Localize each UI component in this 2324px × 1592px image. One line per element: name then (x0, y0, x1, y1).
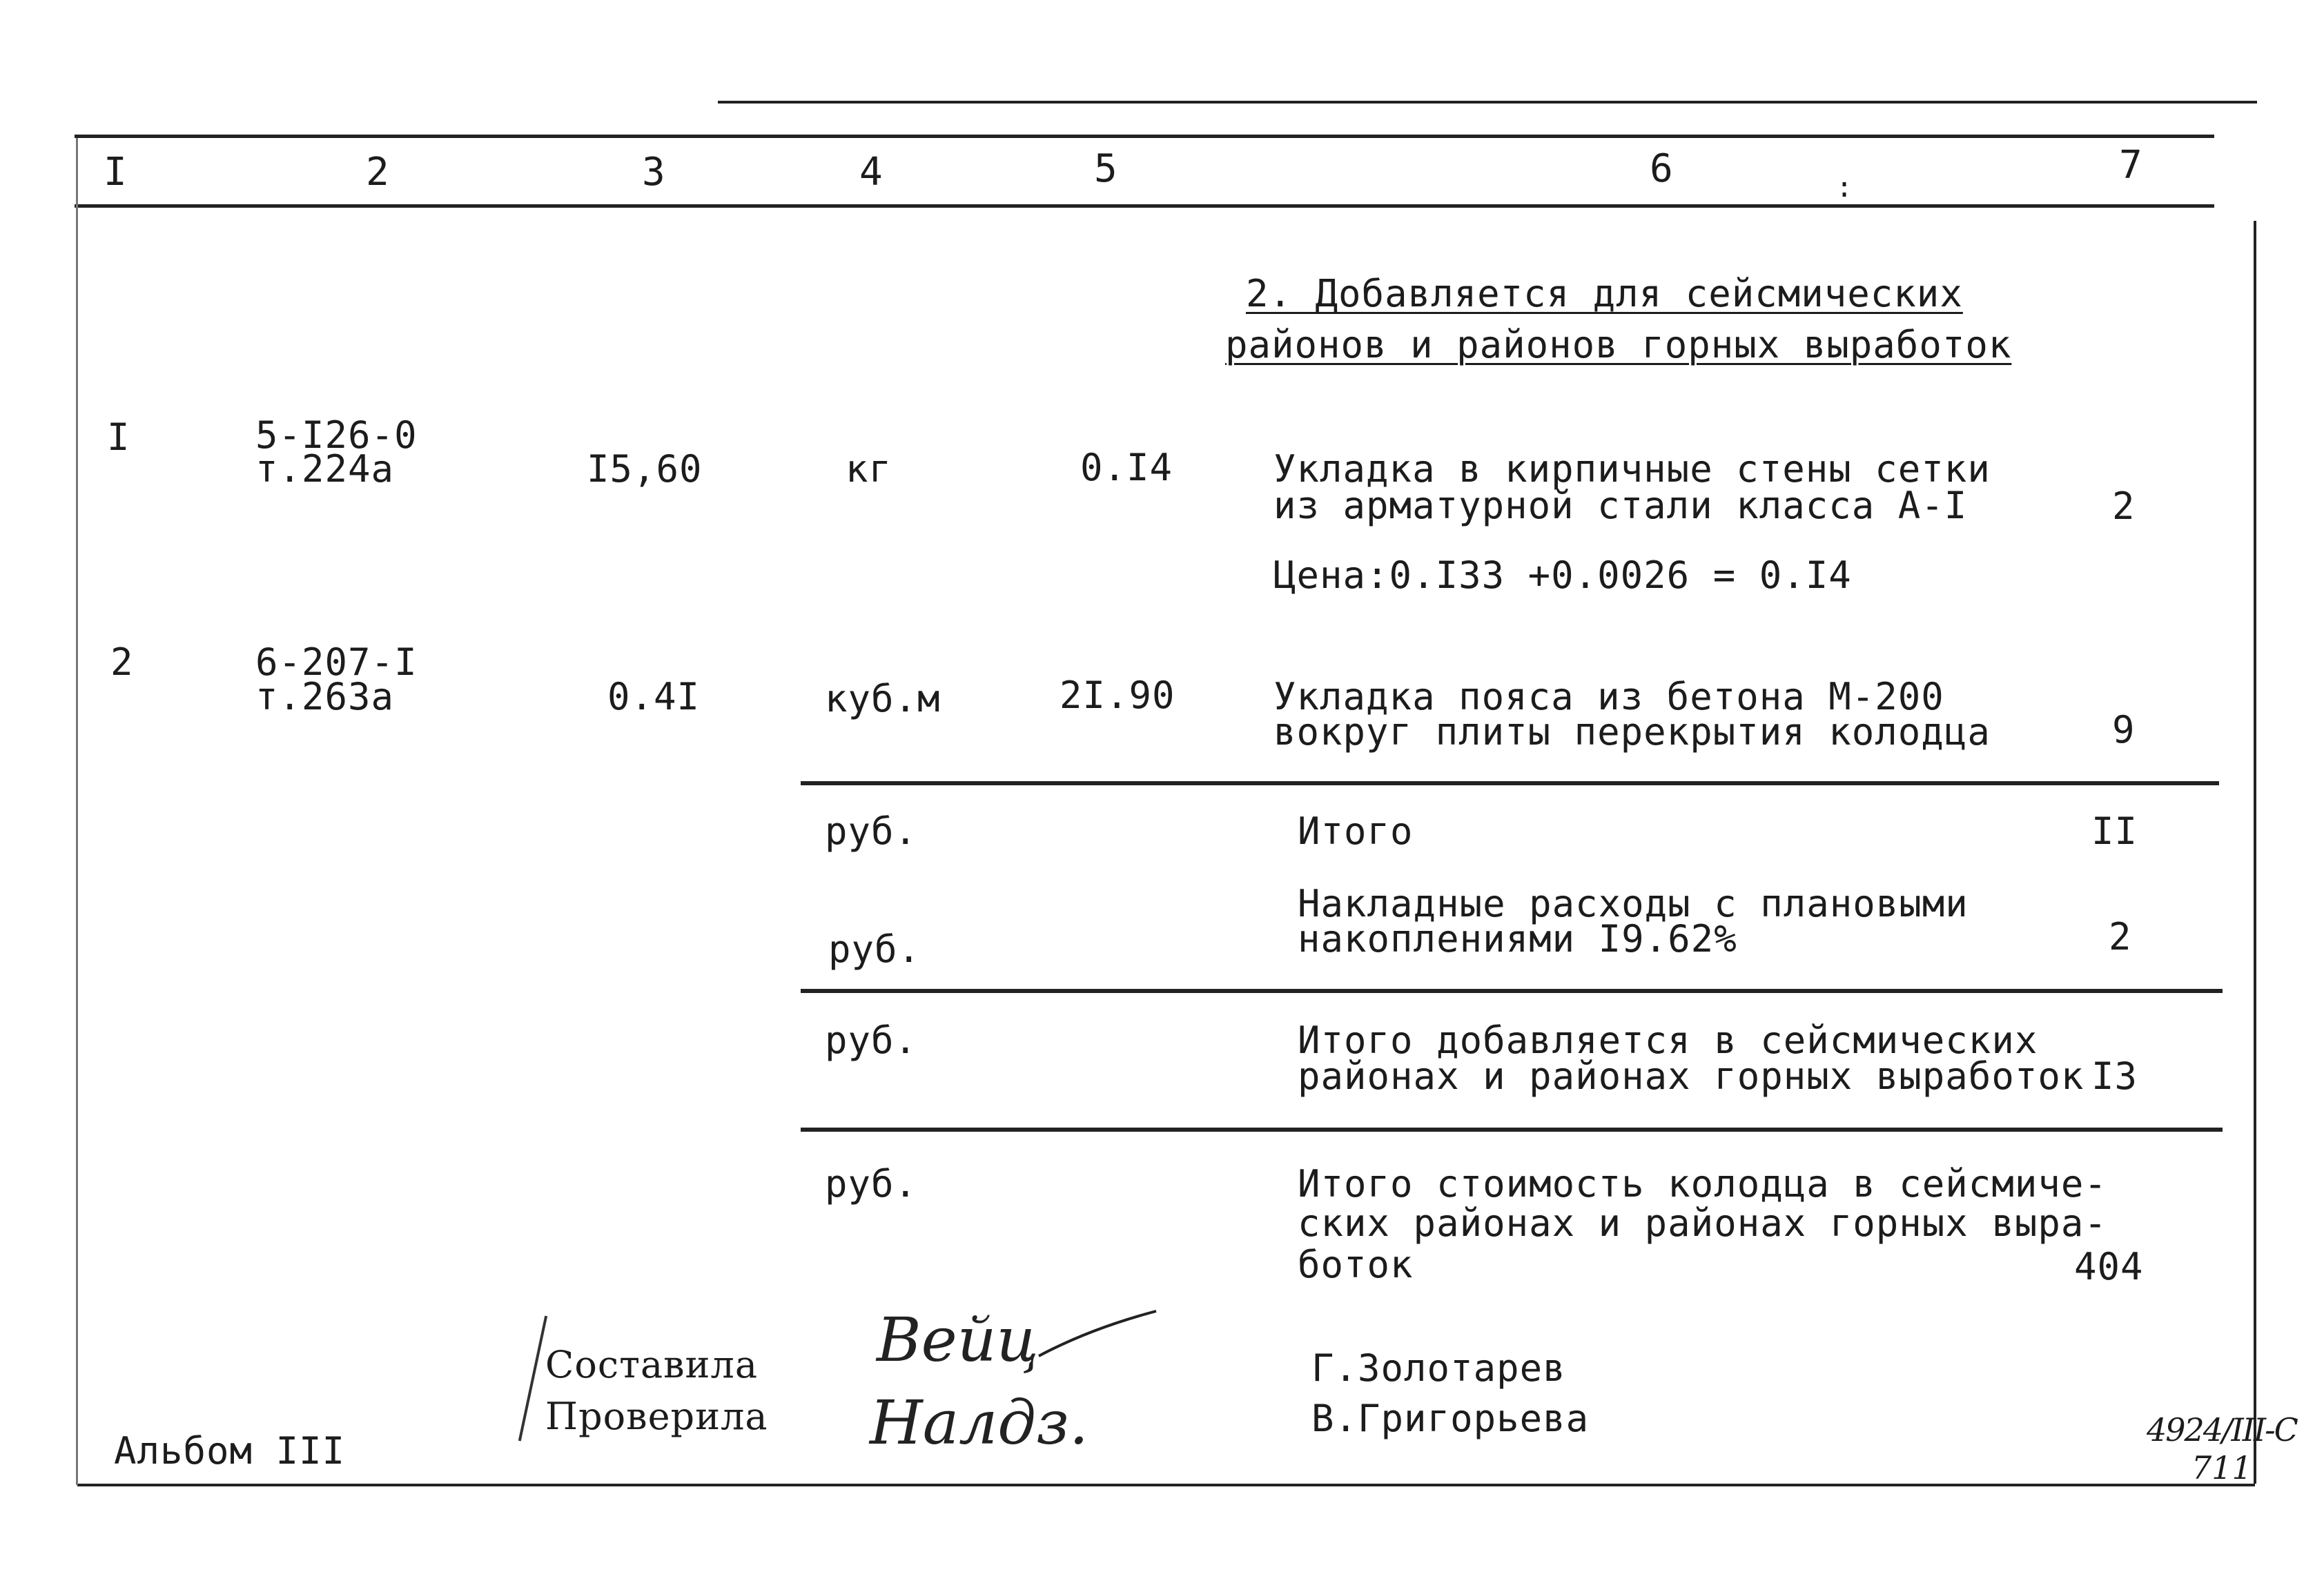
summary3-label-line1: Итого добавляется в сейсмических (1298, 1019, 2038, 1062)
doc-number: 4924/III-С (2147, 1411, 2297, 1448)
summary4-unit: руб. (825, 1162, 918, 1206)
signature-bracket (518, 1316, 547, 1442)
summary-rule-1 (801, 781, 2219, 785)
compiled-label: Составила (545, 1343, 759, 1386)
summary1-unit: руб. (825, 809, 918, 853)
row1-num: I (107, 415, 130, 459)
summary3-label-line2: районах и районах горных выработок (1298, 1054, 2084, 1098)
right-border (2254, 221, 2256, 1484)
compiler-name: Г.Золотарев (1311, 1346, 1566, 1390)
col-header-3: 3 (642, 150, 665, 195)
top-rule-short (718, 101, 2257, 104)
summary1-value: II (2091, 809, 2138, 853)
summary-rule-2 (801, 989, 2223, 993)
summary3-unit: руб. (825, 1019, 918, 1062)
col-header-2: 2 (366, 150, 389, 195)
summary-rule-3 (801, 1128, 2223, 1132)
summary4-label-line3: боток (1298, 1243, 1414, 1286)
bottom-border (77, 1484, 2255, 1486)
summary1-label: Итого (1298, 809, 1414, 853)
row1-qty: I5,60 (587, 447, 703, 491)
col-header-5: 5 (1094, 146, 1117, 191)
col-header-1: I (104, 150, 127, 195)
summary2-label-line1: Накладные расходы с плановыми (1298, 882, 1969, 925)
signature-stroke (1035, 1308, 1160, 1363)
left-border (76, 138, 78, 1485)
row2-qty: 0.4I (607, 675, 701, 718)
header-top-rule (75, 135, 2214, 138)
col-header-6: 6 (1650, 146, 1673, 191)
summary2-value: 2 (2109, 915, 2132, 959)
row1-price: 0.I4 (1080, 446, 1173, 489)
row2-code-line1: 6-207-I (255, 640, 418, 684)
summary2-label-line2: накоплениями I9.62% (1298, 917, 1737, 961)
row2-code-line2: т.263а (255, 675, 395, 718)
row1-unit: кг (846, 447, 892, 491)
page-number: 711 (2191, 1449, 2252, 1486)
row1-code-line1: 5-I26-0 (255, 413, 418, 457)
header-bottom-rule (75, 204, 2214, 208)
signature-compiled: Вейц (877, 1304, 1039, 1375)
checker-name: В.Григорьева (1311, 1397, 1590, 1440)
section-title-line2: районов и районов горных выработок (1225, 323, 2012, 366)
signature-checked: Налдз. (870, 1387, 1088, 1458)
album-label: Альбом III (114, 1429, 346, 1473)
col-header-4: 4 (859, 150, 883, 195)
row1-desc-line1: Укладка в кирпичные стены сетки (1273, 447, 1991, 491)
row2-num: 2 (110, 640, 134, 684)
summary3-value: I3 (2091, 1054, 2138, 1098)
row2-desc-line1: Укладка пояса из бетона М-200 (1273, 675, 1944, 718)
summary2-unit: руб. (828, 927, 921, 971)
row1-code-line2: т.224а (255, 447, 395, 491)
row2-unit: куб.м (825, 677, 941, 720)
summary4-value: 404 (2074, 1245, 2144, 1288)
col-header-7: 7 (2119, 143, 2142, 188)
summary4-label-line1: Итого стоимость колодца в сейсмиче- (1298, 1162, 2107, 1206)
col-header-6-mark: : (1836, 172, 1853, 204)
row2-total: 9 (2112, 708, 2136, 751)
row2-price: 2I.90 (1060, 674, 1175, 717)
row1-desc-line2: из арматурной стали класса А-I (1273, 484, 1968, 527)
row1-price-note: Цена:0.I33 +0.0026 = 0.I4 (1273, 553, 1852, 597)
checked-label: Проверила (545, 1395, 768, 1438)
row2-desc-line2: вокруг плиты перекрытия колодца (1273, 710, 1991, 754)
section-title-line1: 2. Добавляется для сейсмических (1246, 272, 1963, 315)
row1-total: 2 (2112, 484, 2136, 528)
summary4-label-line2: ских районах и районах горных выра- (1298, 1201, 2107, 1245)
